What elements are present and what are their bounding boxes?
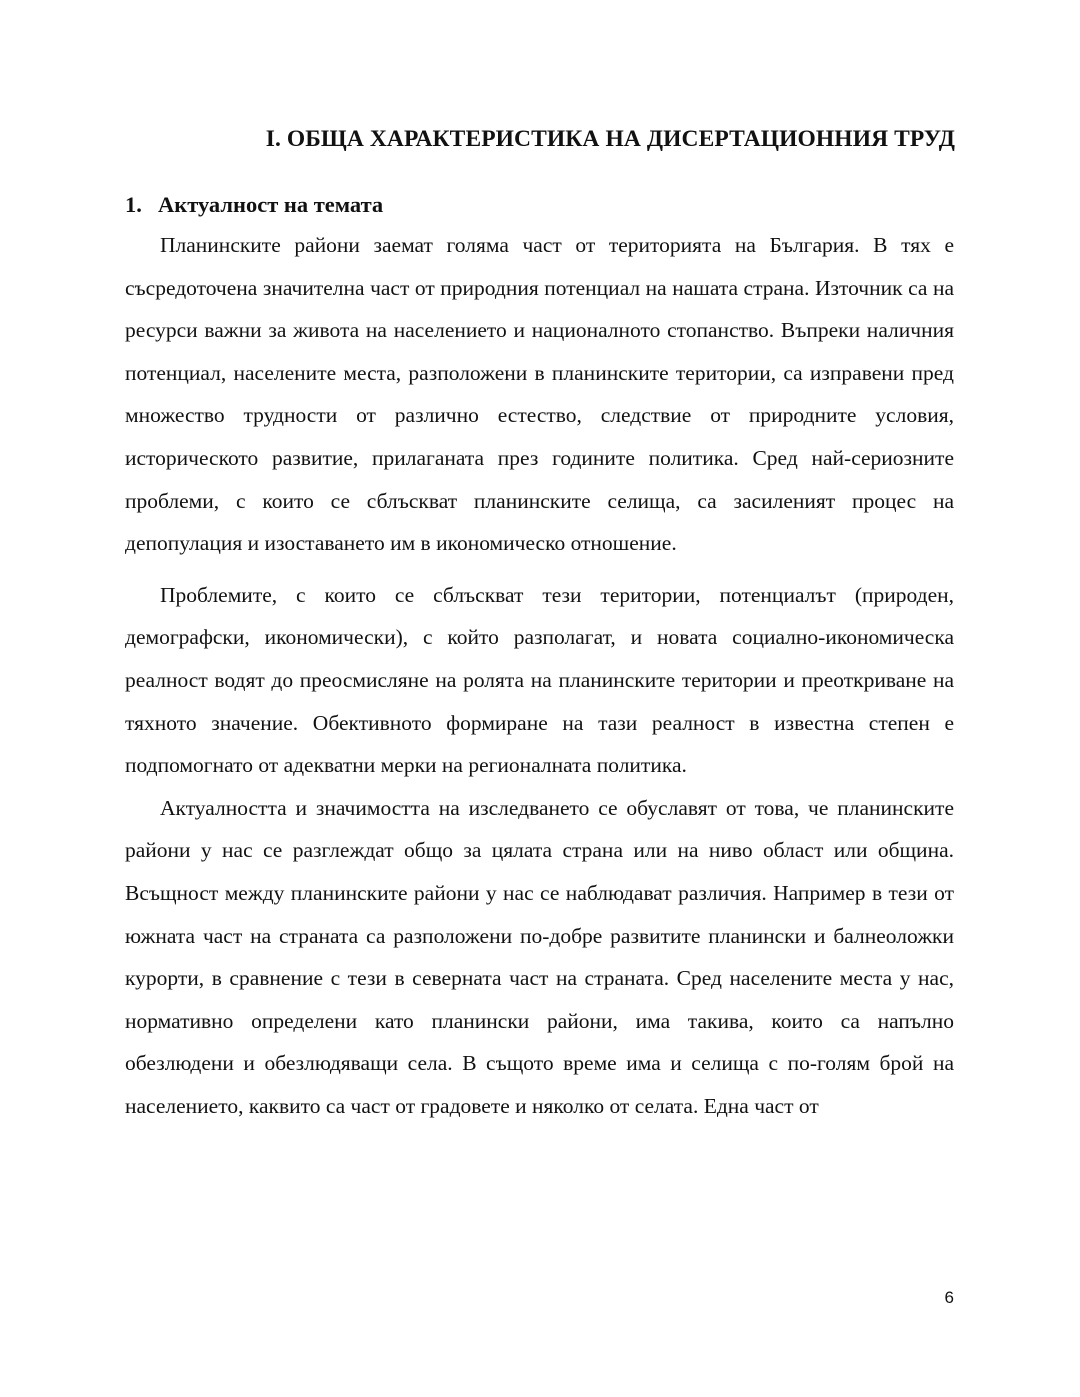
body-text [125, 224, 954, 1127]
chapter-title: I. ОБЩА ХАРАКТЕРИСТИКА НА ДИСЕРТАЦИОННИЯ ТРУД [265, 126, 955, 152]
section-title: Актуалност на темата [158, 192, 384, 217]
paragraph: Проблемите, с които се сблъскват тези територии, потенциалът (природен, демографски, икономически), с който разполагат, и новата социално-икономическа реалност водят до преосмисляне на ролята на планинските територии и преоткриване на тяхното значение. Обективното формиране на тази реалност в известна степен е подпомогнато от адекватни мерки на регионалната политика. [125, 582, 954, 778]
paragraph: Актуалността и значимостта на изследването се обуславят от това, че планинските райони у нас се разглеждат общо за цялата страна или на ниво област или община. Всъщност между планинските райони у нас се наблюдават различия. Например в тези от южната част на страната са разположени по-добре развитите планински и балнеоложки курорти, в сравнение с тези в северната част на страната. Сред населените места у нас, нормативно определени като планински райони, има такива, които са напълно обезлюдени и обезлюдяващи села. В същото време има и селища с по-голям брой на населението, каквито са част от градовете и няколко от селата. Една част от [125, 795, 954, 1118]
section-heading [125, 192, 383, 218]
page-number: 6 [944, 1288, 954, 1307]
paragraph: Планинските райони заемат голяма част от територията на България. В тях е съсредоточена значителна част от природния потенциал на нашата страна. Източник са на ресурси важни за живота на населението и националното стопанство. Въпреки наличния потенциал, населените места, разположени в планинските територии, са изправени пред множество трудности от различно естество, следствие от природните условия, историческото развитие, прилаганата през годините политика. Сред най-сериозните проблеми, с които се сблъскват планинските селища, са засиленият процес на депопулация и изоставането им в икономическо отношение. [125, 233, 954, 556]
section-number: 1. [125, 192, 142, 217]
